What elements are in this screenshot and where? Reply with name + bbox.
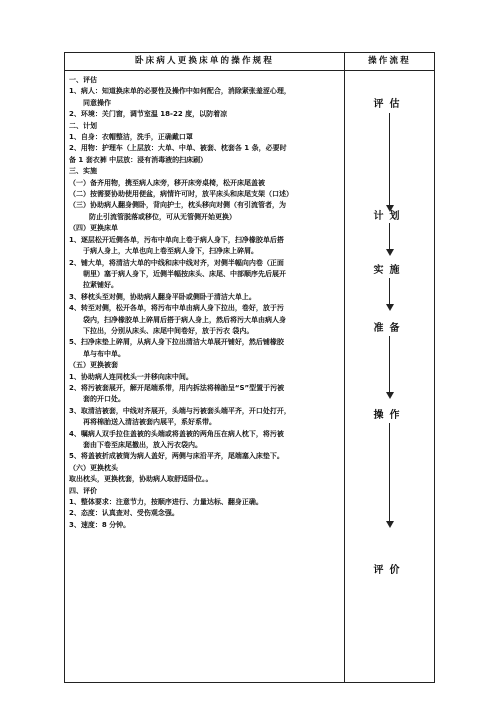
text-line: 3、移枕头至对侧，协助病人翻身平卧或侧卧于清洁大单上。: [69, 292, 256, 301]
table-header-row: [65, 53, 434, 71]
arrow-down-icon: [386, 521, 394, 528]
text-line: 二、计划: [69, 121, 97, 130]
text-line: 5、扫净床垫上碎屑，从病人身下拉出清洁大单展开铺好，然后铺橡胶: [69, 338, 284, 347]
text-line: 四、评价: [69, 486, 97, 495]
text-line: 5、将盖被折成被筒为病人盖好，两侧与床沿平齐，尾端塞入床垫下。: [69, 452, 284, 461]
flow-arrow: [389, 113, 390, 207]
flow-arrow: [389, 336, 390, 394]
text-line: 取出枕头，更换枕套，协助病人取舒适卧位。。: [69, 475, 213, 484]
flow-step-evaluate: 评价: [373, 565, 406, 576]
text-line: 1、逐层松开近侧各单，污布中单向上卷于病人身下，扫净橡胶单后搭: [69, 235, 284, 244]
text-line: 下拉出，分别从床头、床尾中间卷好，放于污衣 袋内。: [83, 326, 254, 335]
text-line: （五）更换被套: [69, 361, 118, 370]
text-line: （六）更换枕头: [69, 463, 118, 472]
text-line: 2、铺大单，将清洁大单的中线和床中线对齐，对侧半幅向内卷（正面: [69, 258, 284, 267]
text-line: 1、自身：衣帽整洁，洗手，正确戴口罩: [69, 133, 193, 142]
text-line: 1、整体要求：注意节力，按顺序进行、力量达标、翻身正确。: [69, 498, 263, 507]
flow-step-plan: 计划: [373, 211, 406, 222]
text-line: 防止引流管脱落或移位，可从无管侧开始更换）: [89, 212, 236, 221]
text-line: 一、评估: [69, 76, 97, 84]
text-line: 4、转至对侧，松开各单，将污布中单由病人身下拉出，卷好，放于污: [69, 304, 284, 313]
text-line: 同意操作: [83, 98, 111, 107]
flow-arrow: [389, 223, 390, 251]
text-line: 3、取清洁被套，中线对齐展开，头端与污被套头端平齐，开口处打开，: [69, 406, 291, 415]
process-flow: [345, 71, 434, 683]
arrow-down-icon: [386, 249, 394, 256]
text-line: 袋内，扫净橡胶单上碎屑后搭于病人身上，然后将污大单由病人身: [83, 315, 286, 324]
text-line: 于病人身上，大单也向上卷至病人身下，扫净床上碎屑。: [83, 247, 258, 256]
text-line: 3、速度：8 分钟。: [69, 520, 131, 529]
flow-title: 操作流程: [368, 56, 411, 66]
arrow-down-icon: [386, 392, 394, 399]
flow-step-operate: 操作: [373, 410, 406, 421]
text-line: （四）更换床单: [69, 224, 118, 233]
text-line: 单与布中单。: [83, 349, 125, 358]
text-line: 2、用物：护理车（上层放：大单、中单、被套、枕套各 1 条，必要时: [69, 144, 287, 153]
text-line: （一）备齐用物，携至病人床旁，移开床旁桌椅，松开床尾盖被: [69, 178, 265, 187]
text-line: （二）按需要协助使用便盆，病情许可时，放平床头和床尾支架（口述）: [69, 190, 293, 199]
text-line: 4、嘱病人双手拉住盖被的头端或将盖被的两角压在病人枕下，将污被: [69, 429, 284, 438]
procedure-content: [69, 75, 341, 531]
text-line: 朝里）塞于病人身下，近侧半幅按床头、床尾、中部顺序先后展开: [83, 269, 286, 278]
arrow-down-icon: [386, 304, 394, 311]
flow-arrow: [389, 278, 390, 306]
procedure-title: 卧床病人更换床单的操作规程: [134, 56, 275, 66]
flow-step-prepare: 准备: [373, 323, 406, 334]
text-line: 2、态度：认真查对、受伤观念强。: [69, 509, 179, 518]
text-line: 再将棉胎送入清洁被套内展平，系好系带。: [83, 418, 216, 427]
text-line: （三）协助病人翻身侧卧，背向护士，枕头移向对侧（有引流管者，为: [69, 201, 286, 210]
text-line: 2、环境：关门窗，调节室温 18-22 度，以防着凉: [69, 110, 228, 119]
text-line: 拉紧铺好。: [83, 281, 118, 290]
procedure-table: [64, 52, 435, 683]
text-line: 1、病人：知道换床单的必要性及操作中如何配合，消除紧张羞涩心理，: [69, 87, 291, 96]
text-line: 套的开口处。: [83, 395, 125, 404]
flow-arrow: [389, 423, 390, 523]
flow-step-implement: 实施: [373, 265, 406, 276]
text-line: 2、将污被套展开，解开尾端系带，用内拆法将棉胎呈“S”型置于污被: [69, 383, 285, 392]
text-line: 三、实施: [69, 167, 97, 176]
text-line: 套由下卷至床尾撤出，放入污衣袋内。: [83, 441, 202, 449]
flow-step-assess: 评估: [373, 99, 406, 110]
text-line: 1、协助病人连同枕头一并移向床中间。: [69, 372, 193, 381]
text-line: 备 1 套衣裤 中层放：浸有消毒液的扫床刷）: [69, 155, 208, 164]
